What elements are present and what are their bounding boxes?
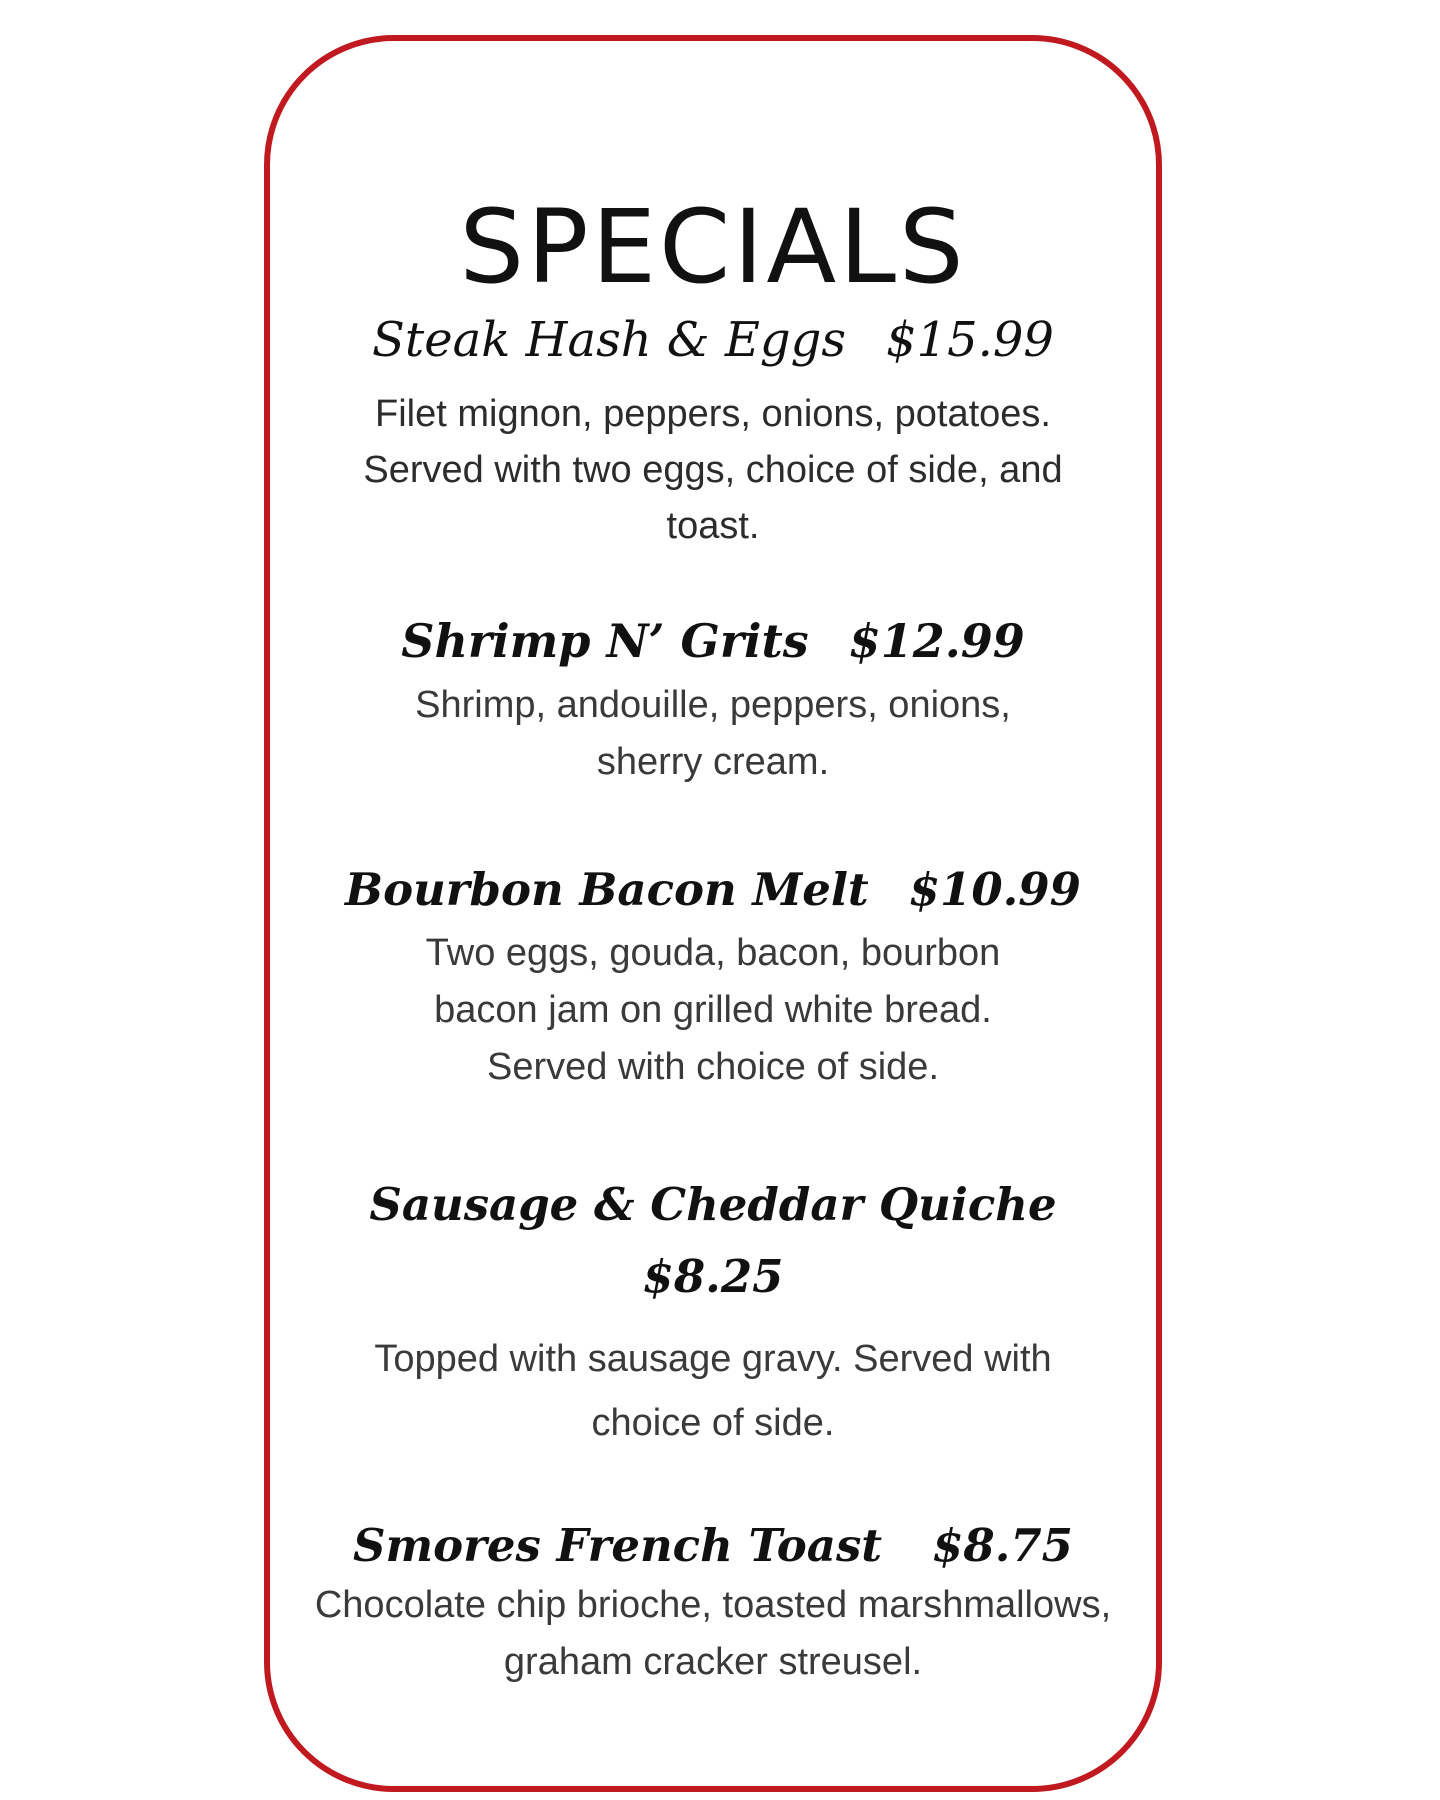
special-name: Steak Hash & Eggs bbox=[372, 312, 846, 368]
special-name: Shrimp N’ Grits bbox=[401, 614, 809, 668]
special-item bbox=[270, 1169, 1156, 1455]
special-heading bbox=[270, 614, 1156, 669]
special-heading bbox=[270, 1519, 1156, 1573]
special-heading bbox=[270, 1169, 1156, 1313]
special-heading bbox=[270, 863, 1156, 917]
special-price: $8.75 bbox=[932, 1519, 1073, 1572]
special-item bbox=[270, 312, 1156, 554]
special-price: $15.99 bbox=[885, 312, 1054, 368]
special-name: Bourbon Bacon Melt bbox=[345, 863, 869, 916]
special-heading bbox=[270, 312, 1156, 370]
specials-menu-card bbox=[264, 35, 1162, 1792]
special-description: Two eggs, gouda, bacon, bourbon bacon jam on grilled white bread. Served with choice of side. bbox=[425, 932, 1001, 1088]
special-item bbox=[270, 1519, 1156, 1691]
special-price: $8.25 bbox=[642, 1250, 784, 1303]
special-description: Shrimp, andouille, peppers, onions, sherry cream. bbox=[415, 684, 1011, 784]
special-item bbox=[270, 863, 1156, 1096]
special-description: Filet mignon, peppers, onions, potatoes. Served with two eggs, choice of side, and toast. bbox=[363, 392, 1063, 547]
special-price: $10.99 bbox=[908, 863, 1081, 916]
special-item bbox=[270, 614, 1156, 791]
special-name: Smores French Toast bbox=[352, 1519, 883, 1572]
special-name: Sausage & Cheddar Quiche bbox=[369, 1178, 1057, 1231]
special-description: Chocolate chip brioche, toasted marshmallows, graham cracker streusel. bbox=[314, 1584, 1112, 1683]
special-description: Topped with sausage gravy. Served with choice of side. bbox=[374, 1338, 1052, 1444]
special-price: $12.99 bbox=[848, 614, 1025, 668]
menu-title: SPECIALS bbox=[459, 188, 967, 308]
